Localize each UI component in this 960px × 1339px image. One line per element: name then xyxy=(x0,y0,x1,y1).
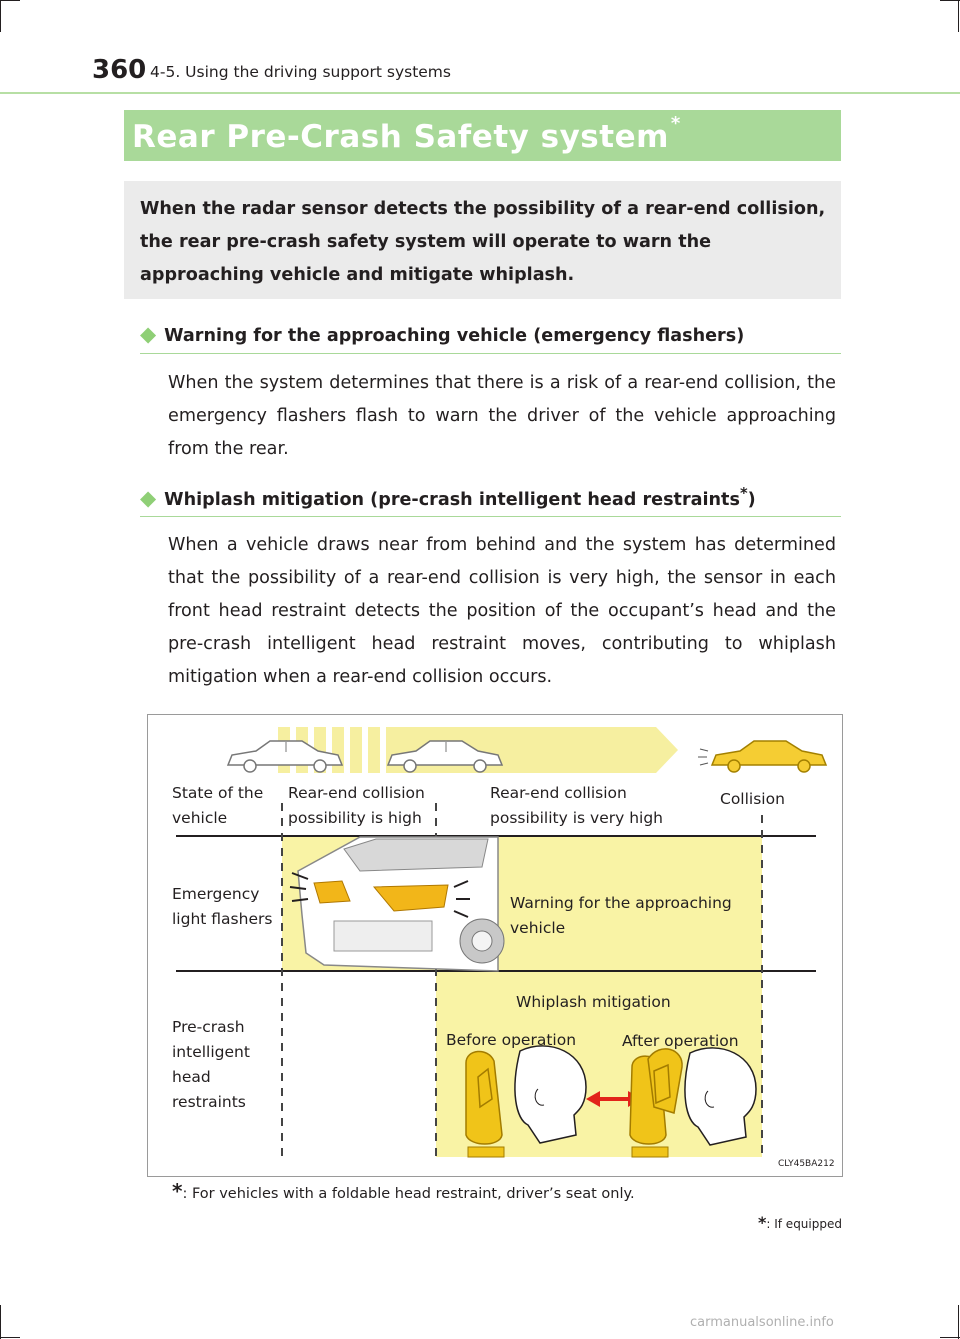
diamond-icon: ◆ xyxy=(140,485,157,510)
crop-mark xyxy=(940,1337,960,1338)
label-whiplash: Whiplash mitigation xyxy=(516,993,671,1011)
label-after: After operation xyxy=(622,1032,739,1050)
page-title-text: Rear Pre-Crash Safety system xyxy=(132,119,669,155)
section-body-warning: When the system determines that there is a risk of a rear-end collision, the emergency flashers flash to warn the driver of the vehicle approaching from the rear. xyxy=(168,373,836,459)
header-rule xyxy=(0,92,960,94)
if-equipped-note xyxy=(758,1213,842,1232)
diamond-icon: ◆ xyxy=(140,322,157,346)
crop-mark xyxy=(0,0,20,1)
section-body-whiplash: When a vehicle draws near from behind and the system has determined that the possibility of a rear-end collision is very high, the sensor in each front head restraint detects the position of the occupant’s head and the pre-crash intelligent head restraint moves, contributing to whiplash mitigation when a rear-end collision occurs. xyxy=(168,535,836,687)
crop-mark xyxy=(958,0,959,32)
page-number: 360 xyxy=(92,55,147,85)
crop-mark xyxy=(0,0,1,32)
section-rule xyxy=(140,516,841,517)
title-asterisk: * xyxy=(670,113,681,134)
heading-asterisk: * xyxy=(739,485,748,502)
section-heading-text: Warning for the approaching vehicle (emergency flashers) xyxy=(164,326,745,346)
figure-code: CLY45BA212 xyxy=(778,1159,835,1169)
label-head-restraints: Pre-crash intelligent head restraints xyxy=(172,1018,250,1111)
heading-close: ) xyxy=(747,489,756,510)
label-warning: Warning for the approaching vehicle xyxy=(510,894,732,937)
label-emergency-flashers: Emergency light flashers xyxy=(172,885,273,928)
section-heading-whiplash xyxy=(140,485,756,510)
label-collision: Collision xyxy=(720,790,785,808)
crop-mark xyxy=(0,1305,1,1339)
illustration-figure xyxy=(147,714,843,1177)
section-path: 4-5. Using the driving support systems xyxy=(150,63,451,81)
label-phase-high: Rear-end collision possibility is high xyxy=(288,784,425,827)
crop-mark xyxy=(958,1305,959,1339)
intro-text: When the radar sensor detects the possibility of a rear-end collision, the rear pre-crash safety system will operate to warn the approaching vehicle and mitigate whiplash. xyxy=(140,199,826,285)
car-rear-illustration xyxy=(290,837,504,971)
watermark: carmanualsonline.info xyxy=(690,1315,834,1330)
footnote-text: : For vehicles with a foldable head restraint, driver’s seat only. xyxy=(182,1186,635,1202)
label-before: Before operation xyxy=(446,1031,577,1049)
if-equipped-asterisk: * xyxy=(758,1213,767,1232)
section-heading-warning xyxy=(140,322,744,346)
section-heading-text: Whiplash mitigation (pre-crash intelligent head restraints xyxy=(164,489,740,510)
footnote-asterisk: * xyxy=(172,1179,183,1203)
label-state-of-vehicle: State of the vehicle xyxy=(172,784,264,827)
collision-car-icon xyxy=(698,741,826,772)
crop-mark xyxy=(0,1337,20,1338)
footnote xyxy=(172,1179,635,1203)
page-title xyxy=(132,113,681,155)
section-rule xyxy=(140,353,841,354)
if-equipped-text: : If equipped xyxy=(766,1217,842,1231)
label-phase-very-high: Rear-end collision possibility is very high xyxy=(490,784,663,827)
crop-mark xyxy=(940,0,960,1)
